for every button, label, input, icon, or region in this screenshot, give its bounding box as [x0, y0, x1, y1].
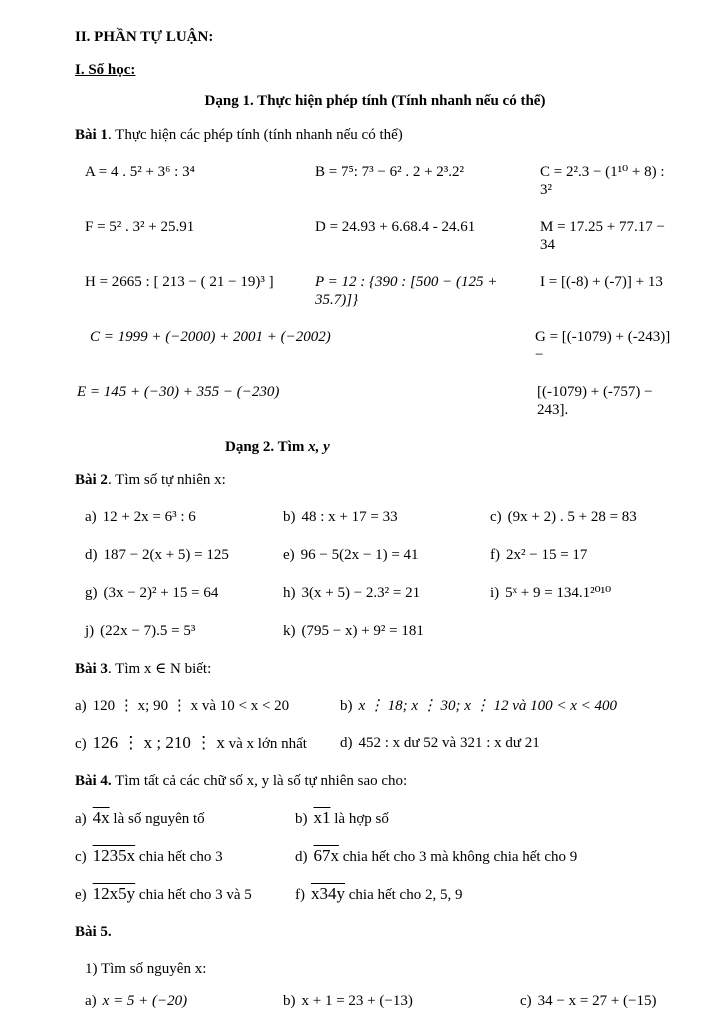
item-formula: 5ˣ + 9 = 134.1²⁰¹⁰ [505, 585, 612, 601]
exercise-item [283, 508, 490, 526]
item-formula: 34 − x = 27 + (−15) [537, 993, 657, 1009]
bai5-sub1: 1) Tìm số nguyên x: [85, 961, 207, 977]
formula-B: B = 7⁵: 7³ − 6² . 2 + 2³.2² [315, 164, 465, 180]
bai1-row-5 [77, 383, 675, 419]
bai1-row-1 [85, 163, 675, 199]
item-key: b) [283, 993, 296, 1009]
formula-D: D = 24.93 + 6.68.4 - 24.61 [315, 219, 476, 235]
item-formula: (22x − 7).5 = 5³ [100, 623, 196, 639]
item-key: a) [75, 698, 87, 714]
item-key: f) [490, 547, 500, 563]
item-rest: và x lớn nhất [224, 736, 307, 752]
dang2-title [225, 438, 675, 456]
bai4-row-2 [75, 847, 675, 866]
exercise-item [283, 622, 490, 640]
item-rest: chia hết cho 3 [135, 849, 223, 865]
formula-H: H = 2665 : [ 213 − ( 21 − 19)³ ] [85, 274, 274, 290]
item-formula: 452 : x dư 52 và 321 : x dư 21 [358, 735, 540, 751]
exercise-item [340, 697, 675, 715]
exercise-item [75, 734, 340, 753]
item-rest: là số nguyên tố [109, 811, 205, 827]
item-key: c) [75, 849, 87, 865]
bai4-heading [75, 772, 675, 790]
formula-I: I = [(-8) + (-7)] + 13 [540, 274, 663, 290]
item-key: h) [283, 585, 296, 601]
empty-cell [490, 622, 675, 640]
formula-E: E = 145 + (−30) + 355 − (−230) [77, 384, 280, 400]
exercise-item [520, 992, 675, 1010]
formula-A: A = 4 . 5² + 3⁶ : 3⁴ [85, 164, 195, 180]
formula-F: F = 5² . 3² + 25.91 [85, 219, 195, 235]
exercise-item [490, 508, 675, 526]
exercise-item [295, 885, 675, 904]
bai5-row-1 [85, 992, 675, 1010]
bai2-row-2 [85, 546, 675, 564]
overlined-number: 67x [313, 846, 339, 865]
section-heading: II. PHẦN TỰ LUẬN: [75, 29, 214, 45]
bai2-row-4 [85, 622, 675, 640]
item-key: d) [85, 547, 98, 563]
exercise-item [85, 584, 283, 602]
formula-M: M = 17.25 + 77.17 − 34 [540, 219, 665, 253]
exercise-item [85, 992, 283, 1010]
bai1-label: Bài 1 [75, 127, 108, 143]
subsection-heading [75, 61, 675, 79]
item-formula: x + 1 = 23 + (−13) [301, 993, 413, 1009]
overlined-number: 1235x [92, 846, 136, 865]
bai1-desc: . Thực hiện các phép tính (tính nhanh nếu có thể) [107, 127, 403, 143]
bai1-row-2 [85, 218, 675, 254]
dang2-title-var: x, y [308, 439, 330, 455]
bai5-heading: Bài 5. [75, 924, 112, 940]
exercise-item [75, 847, 295, 866]
exercise-item [340, 734, 675, 753]
bai4-label: Bài 4. [75, 773, 112, 789]
item-key: d) [340, 735, 353, 751]
exercise-item [295, 847, 675, 866]
item-key: j) [85, 623, 95, 639]
item-formula: 3(x + 5) − 2.3² = 21 [301, 585, 421, 601]
bai2-heading [75, 471, 675, 489]
item-rest: là hợp số [330, 811, 389, 827]
exercise-item [283, 584, 490, 602]
item-key: f) [295, 887, 305, 903]
bai2-desc: . Tìm số tự nhiên x: [107, 472, 226, 488]
dang1-title: Dạng 1. Thực hiện phép tính (Tính nhanh nếu có thể) [204, 93, 546, 109]
item-formula: 187 − 2(x + 5) = 125 [103, 547, 229, 563]
bai4-desc: Tìm tất cả các chữ số x, y là số tự nhiên sao cho: [111, 773, 408, 789]
item-formula: 48 : x + 17 = 33 [301, 509, 398, 525]
dang2-title-main: Dạng 2. Tìm [225, 439, 309, 455]
bai3-label: Bài 3 [75, 661, 108, 677]
item-formula: 126 ⋮ x ; 210 ⋮ x [92, 733, 225, 752]
item-key: k) [283, 623, 296, 639]
exercise-item [295, 809, 675, 828]
overlined-number: x1 [313, 808, 331, 827]
bai1-heading [75, 126, 675, 144]
bai1-row-4 [90, 328, 675, 364]
item-key: c) [75, 736, 87, 752]
exercise-item [490, 546, 675, 564]
item-formula: (3x − 2)² + 15 = 64 [103, 585, 219, 601]
formula-C2: C = 1999 + (−2000) + 2001 + (−2002) [90, 329, 331, 345]
exercise-item [75, 809, 295, 828]
item-key: c) [520, 993, 532, 1009]
exercise-item [75, 697, 340, 715]
item-key: a) [75, 811, 87, 827]
exercise-item [75, 885, 295, 904]
item-key: i) [490, 585, 500, 601]
exercise-item [490, 584, 675, 602]
overlined-number: x34y [311, 884, 345, 903]
item-rest: chia hết cho 3 mà không chia hết cho 9 [339, 849, 578, 865]
item-formula: x ⋮ 18; x ⋮ 30; x ⋮ 12 và 100 < x < 400 [358, 698, 618, 714]
item-key: e) [75, 887, 87, 903]
item-formula: (9x + 2) . 5 + 28 = 83 [507, 509, 637, 525]
bai1-row-3 [85, 273, 675, 309]
item-key: g) [85, 585, 98, 601]
formula-G-cont: [(-1079) + (-757) − 243]. [537, 384, 653, 418]
item-key: b) [295, 811, 308, 827]
item-key: e) [283, 547, 295, 563]
exercise-item [283, 992, 520, 1010]
item-key: b) [340, 698, 353, 714]
bai2-row-3 [85, 584, 675, 602]
bai3-desc: . Tìm x ∈ N biết: [107, 661, 212, 677]
subsection-heading-text: I. Số học: [75, 62, 136, 78]
item-formula: 96 − 5(2x − 1) = 41 [300, 547, 419, 563]
exercise-item [85, 546, 283, 564]
bai3-row-1 [75, 697, 675, 715]
item-key: c) [490, 509, 502, 525]
item-formula: 120 ⋮ x; 90 ⋮ x và 10 < x < 20 [92, 698, 290, 714]
item-formula: 12 + 2x = 6³ : 6 [102, 509, 196, 525]
item-rest: chia hết cho 3 và 5 [135, 887, 252, 903]
item-key: a) [85, 993, 97, 1009]
item-key: b) [283, 509, 296, 525]
item-key: a) [85, 509, 97, 525]
bai4-row-1 [75, 809, 675, 828]
exercise-item [85, 508, 283, 526]
overlined-number: 4x [92, 808, 110, 827]
bai3-row-2 [75, 734, 675, 753]
item-formula: (795 − x) + 9² = 181 [301, 623, 424, 639]
item-rest: chia hết cho 2, 5, 9 [345, 887, 463, 903]
formula-G: G = [(-1079) + (-243)] − [535, 329, 671, 363]
item-key: d) [295, 849, 308, 865]
bai4-row-3 [75, 885, 675, 904]
bai3-heading [75, 660, 675, 678]
item-formula: 2x² − 15 = 17 [506, 547, 588, 563]
overlined-number: 12x5y [92, 884, 136, 903]
exercise-item [283, 546, 490, 564]
item-formula: x = 5 + (−20) [102, 993, 188, 1009]
exercise-item [85, 622, 283, 640]
formula-C: C = 2².3 − (1¹⁰ + 8) : 3² [540, 164, 665, 198]
bai2-row-1 [85, 508, 675, 526]
bai2-label: Bài 2 [75, 472, 108, 488]
formula-P: P = 12 : {390 : [500 − (125 + 35.7)]} [315, 274, 498, 308]
